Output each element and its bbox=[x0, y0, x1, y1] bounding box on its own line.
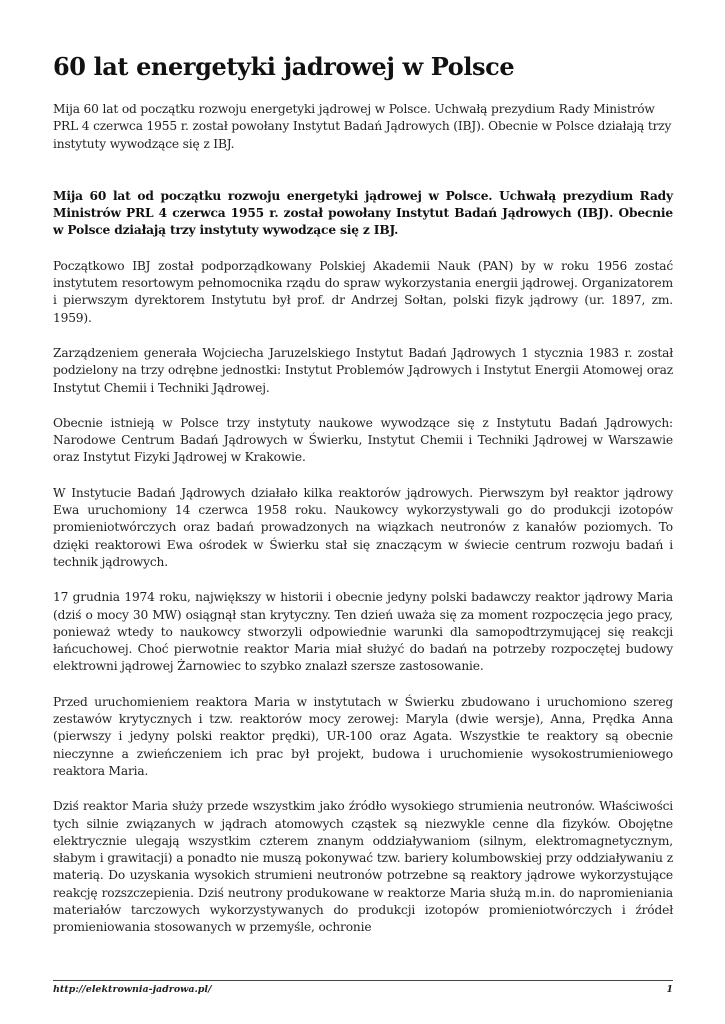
body-paragraph: Początkowo IBJ został podporządkowany Polskiej Akademii Nauk (PAN) by w roku 1956 zostać instytutem resortowym pełnomocnika rządu do spraw wykorzystania energii jądrowej. Organizatorem i pierwszym dyrektorem Instytutu był prof. dr Andrzej Sołtan, polski fizyk jądrowy (ur. 1897, zm. 1959). bbox=[53, 258, 673, 325]
article bbox=[53, 52, 673, 955]
body-paragraph: Przed uruchomieniem reaktora Maria w instytutach w Świerku zbudowano i uruchomiono szereg zestawów krytycznych i tzw. reaktorów mocy zerowej: Maryla (dwie wersje), Anna, Prędka Anna (pierwszy i jedyny polski reaktor prędki), UR-100 oraz Agata. Wszystkie te reaktory są obecnie nieczynne a zwieńczeniem ich prac był projekt, budowa i uruchomienie wysokostrumieniowego reaktora Maria. bbox=[53, 694, 673, 778]
intro-paragraph: Mija 60 lat od początku rozwoju energetyki jądrowej w Polsce. Uchwałą prezydium Rady Ministrów PRL 4 czerwca 1955 r. został powołany Instytut Badań Jądrowych (IBJ). Obecnie w Polsce działają trzy instytuty wywodzące się z IBJ. bbox=[53, 102, 672, 151]
lead-paragraph: Mija 60 lat od początku rozwoju energetyki jądrowej w Polsce. Uchwałą prezydium Rady Ministrów PRL 4 czerwca 1955 r. został powołany Instytut Badań Jądrowych (IBJ). Obecnie w Polsce działają trzy instytuty wywodzące się z IBJ. bbox=[53, 188, 673, 238]
body-paragraph: Zarządzeniem generała Wojciecha Jaruzelskiego Instytut Badań Jądrowych 1 stycznia 1983 r. został podzielony na trzy odrębne jednostki: Instytut Problemów Jądrowych i Instytut Energii Atomowej oraz Instytut Chemii i Techniki Jądrowej. bbox=[53, 345, 673, 395]
body-paragraph: Obecnie istnieją w Polsce trzy instytuty naukowe wywodzące się z Instytutu Badań Jądrowych: Narodowe Centrum Badań Jądrowych w Świerku, Instytut Chemii i Techniki Jądrowej w Warszawie oraz Instytut Fizyki Jądrowej w Krakowie. bbox=[53, 415, 673, 465]
body-paragraph: Dziś reaktor Maria służy przede wszystkim jako źródło wysokiego strumienia neutronów. Właściwości tych silnie związanych w jądrach atomowych cząstek są niezwykle cenne dla fizyków. Obojętne elektrycznie ulegają wszystkim czterem znanym oddziaływaniom (silnym, elektromagnetycznym, słabym i grawitacji) a ponadto nie muszą pokonywać tzw. bariery kolumbowskiej przy oddziaływaniu z materią. Do uzyskania wysokich strumieni neutronów potrzebne są reaktory jądrowe wykorzystujące reakcję rozszczepienia. Dziś neutrony produkowane w reaktorze Maria służą m.in. do napromieniania materiałów tarczowych wykorzystywanych do produkcji izotopów promieniotwórczych i źródeł promieniowania stosowanych w przemyśle, ochronie bbox=[53, 799, 673, 935]
footer-url[interactable]: http://elektrownia-jadrowa.pl/ bbox=[53, 984, 212, 995]
page-number: 1 bbox=[666, 984, 673, 995]
body-paragraph: W Instytucie Badań Jądrowych działało kilka reaktorów jądrowych. Pierwszym był reaktor jądrowy Ewa uruchomiony 14 czerwca 1958 roku. Naukowcy wykorzystywali go do produkcji izotopów promieniotwórczych oraz badań prowadzonych na wiązkach neutronów z kanałów poziomych. To dzięki reaktorowi Ewa ośrodek w Świerku stał się znaczącym w świecie centrum rozwoju badań i technik jądrowych. bbox=[53, 485, 673, 569]
body-paragraph: 17 grudnia 1974 roku, największy w historii i obecnie jedyny polski badawczy reaktor jądrowy Maria (dziś o mocy 30 MW) osiągnął stan krytyczny. Ten dzień uważa się za moment rozpoczęcia jego pracy, ponieważ wtedy to naukowcy stworzyli odpowiednie warunki dla samopodtrzymującej się reakcji łańcuchowej. Choć pierwotnie reaktor Maria miał służyć do badań na potrzeby rozpoczętej budowy elektrowni jądrowej Żarnowiec to szybko znalazł szersze zastosowanie. bbox=[53, 590, 673, 674]
page-title: 60 lat energetyki jadrowej w Polsce bbox=[53, 52, 515, 81]
page-footer bbox=[53, 980, 673, 995]
